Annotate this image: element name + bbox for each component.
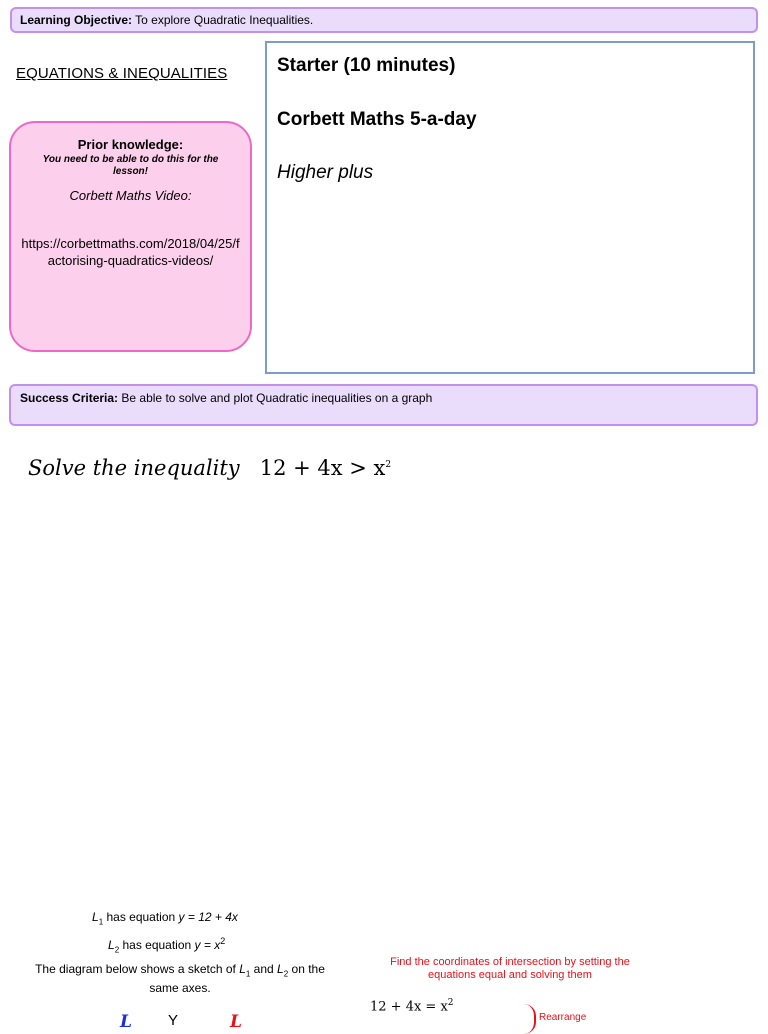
desc-l1: L bbox=[239, 962, 246, 976]
l2-text: has equation bbox=[119, 938, 195, 952]
intersection-equation bbox=[370, 998, 454, 1014]
graph-label-y: Y bbox=[168, 1012, 179, 1029]
desc-part-b: and bbox=[250, 962, 278, 976]
question-text bbox=[28, 456, 391, 480]
rearrange-note: Rearrange bbox=[539, 1012, 587, 1023]
success-text: Be able to solve and plot Quadratic inequalities on a graph bbox=[121, 391, 433, 405]
diagram-description bbox=[20, 962, 340, 995]
question-exponent: 2 bbox=[385, 460, 392, 470]
success-label: Success Criteria: bbox=[20, 391, 119, 405]
starter-title: Starter (10 minutes) bbox=[277, 55, 456, 76]
starter-resource: Corbett Maths 5-a-day bbox=[277, 109, 477, 130]
desc-part-a: The diagram below shows a sketch of bbox=[35, 962, 240, 976]
desc-part-c: on the same axes. bbox=[149, 962, 325, 996]
objective-label: Learning Objective: bbox=[20, 13, 133, 27]
prior-knowledge-heading: Prior knowledge: bbox=[77, 137, 184, 152]
starter-box bbox=[265, 41, 755, 374]
desc-l2: L bbox=[277, 962, 284, 976]
video-link[interactable]: https://corbettmaths.com/2018/04/25/factorising-quadratics-videos/ bbox=[21, 236, 240, 268]
desc-l1-sub: 1 bbox=[245, 969, 251, 979]
l1-text: has equation bbox=[103, 910, 179, 924]
learning-objective-banner bbox=[10, 7, 758, 33]
starter-level: Higher plus bbox=[277, 162, 374, 183]
graph-label-l1: L bbox=[120, 1012, 132, 1032]
l1-eq: y = 12 + 4x bbox=[178, 910, 238, 924]
l2-subscript: 2 bbox=[114, 945, 120, 955]
graph-label-l2: L bbox=[230, 1012, 242, 1032]
eq-exponent: 2 bbox=[447, 998, 454, 1008]
video-label: Corbett Maths Video: bbox=[69, 188, 192, 203]
objective-text: To explore Quadratic Inequalities. bbox=[135, 13, 314, 27]
eq-text: 12 + 4x = x bbox=[370, 999, 448, 1015]
desc-l2-sub: 2 bbox=[283, 969, 289, 979]
line1-equation bbox=[92, 910, 238, 926]
line2-equation bbox=[108, 936, 225, 954]
l1-subscript: 1 bbox=[98, 917, 104, 927]
prior-knowledge-box bbox=[9, 121, 252, 352]
question-prefix: Solve the inequality bbox=[28, 456, 240, 480]
l2-symbol: L bbox=[108, 938, 115, 952]
intersection-hint: Find the coordinates of intersection by setting the equations equal and solving them bbox=[390, 956, 630, 981]
l2-eq: y = x bbox=[194, 938, 221, 952]
topic-heading: EQUATIONS & INEQUALITIES bbox=[16, 65, 228, 82]
success-criteria-banner bbox=[9, 384, 758, 426]
question-expression: 12 + 4x > x bbox=[259, 456, 386, 480]
prior-knowledge-note: You need to be able to do this for the lesson! bbox=[42, 154, 219, 177]
l2-exponent: 2 bbox=[220, 936, 226, 946]
rearrange-brace bbox=[524, 1004, 536, 1034]
l1-symbol: L bbox=[92, 910, 99, 924]
